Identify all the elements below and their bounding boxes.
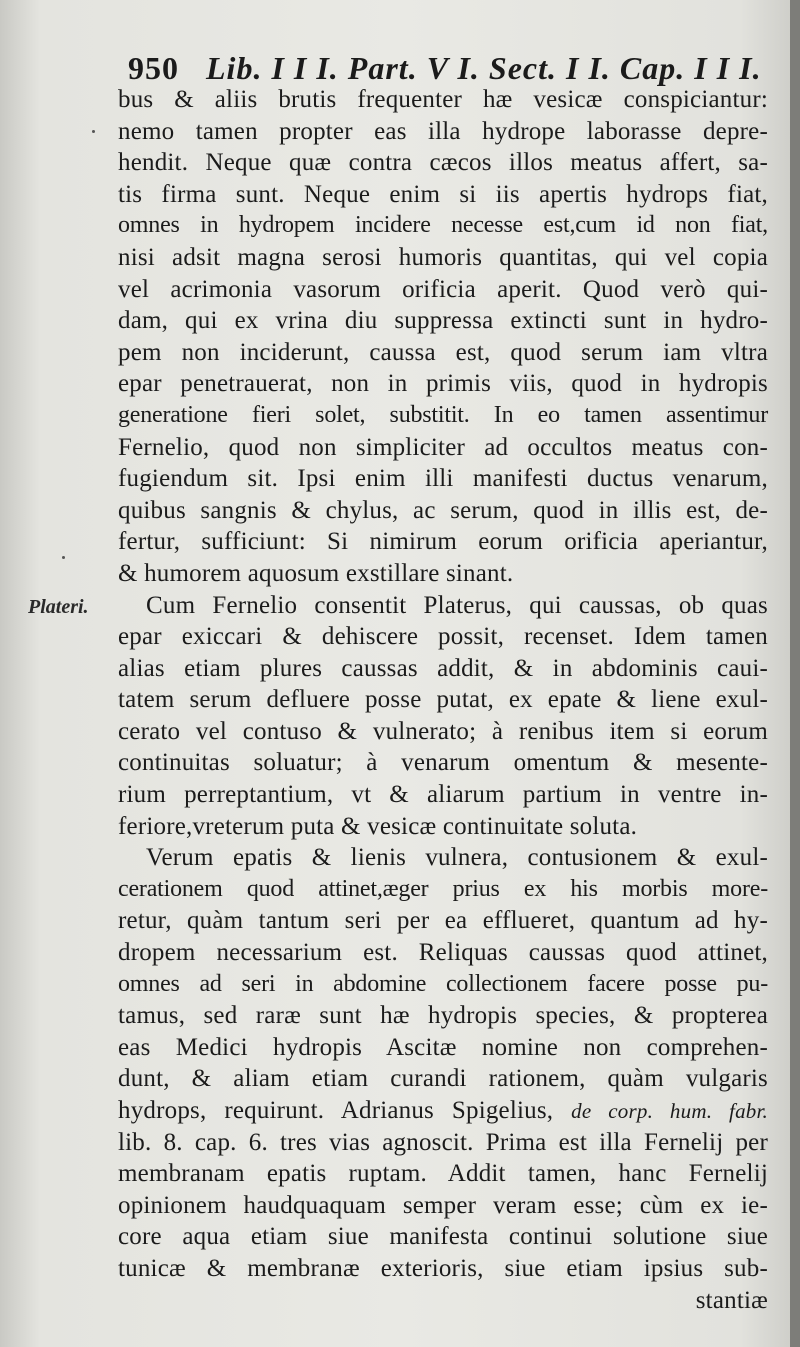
text-line: vel acrimonia vasorum orificia aperit. Quod verò qui- (118, 275, 768, 303)
text-line: fertur, sufficiunt: Si nimirum eorum orificia aperiantur, (118, 528, 768, 556)
citation-reference: de corp. hum. fabr. (571, 1099, 768, 1123)
text-line: dam, qui ex vrina diu suppressa extincti sunt in hydro- (118, 307, 768, 335)
text-line: nemo tamen propter eas illa hydrope laborasse depre- (118, 117, 768, 145)
text-line: tis firma sunt. Neque enim si iis apertis hydrops fiat, (118, 180, 768, 208)
text-line: Verum epatis & lienis vulnera, contusionem & exul- (146, 844, 768, 872)
text-line: tunicæ & membranæ exterioris, siue etiam ipsius sub- (118, 1254, 768, 1282)
text-line: retur, quàm tantum seri per ea efflueret, quantum ad hy- (118, 907, 768, 935)
text-line: rium perreptantium, vt & aliarum partium in ventre in- (118, 781, 768, 809)
text-line: fugiendum sit. Ipsi enim illi manifesti ductus venarum, (118, 465, 768, 493)
text-fragment: hydrops, requirunt. Adrianus Spigelius, (118, 1097, 554, 1124)
text-line: continuitas soluatur; à venarum omentum & mesente- (118, 749, 768, 777)
text-line: tatem serum defluere posse putat, ex epate & liene exul- (118, 686, 768, 714)
text-line-with-reference (118, 1095, 768, 1127)
ink-speck (92, 130, 95, 133)
text-line: hendit. Neque quæ contra cæcos illos meatus affert, sa- (118, 149, 768, 177)
text-line: dropem necessarium est. Reliquas caussas quod attinet, (118, 939, 768, 967)
running-title: Lib. I I I. Part. V I. Sect. I I. Cap. I I I. (206, 50, 762, 86)
text-line: omnes ad seri in abdomine collectionem facere posse pu- (118, 970, 768, 997)
text-line: generatione fieri solet, substitit. In eo tamen assentimur (118, 401, 768, 428)
text-line: cerato vel contuso & vulnerato; à renibus item si eorum (118, 717, 768, 745)
text-line: eas Medici hydropis Ascitæ nomine non comprehen- (118, 1033, 768, 1061)
text-line: opinionem haudquaquam semper veram esse; cùm ex ie- (118, 1191, 768, 1219)
text-line: feriore,vreterum puta & vesicæ continuitate soluta. (118, 812, 638, 840)
page-gutter-shadow (790, 0, 800, 1347)
body-text (118, 84, 768, 1316)
catchword: stantiæ (695, 1286, 768, 1314)
text-line: membranam epatis ruptam. Addit tamen, hanc Fernelij (118, 1160, 768, 1188)
text-line: quibus sangnis & chylus, ac serum, quod in illis est, de- (118, 496, 768, 524)
text-line: dunt, & aliam etiam curandi rationem, quàm vulgaris (118, 1065, 768, 1093)
text-line: tamus, sed raræ sunt hæ hydropis species, & propterea (118, 1002, 768, 1030)
text-line: & humorem aquosum exstillare sinant. (118, 559, 514, 587)
text-line: cerationem quod attinet,æger prius ex his morbis more- (118, 875, 768, 902)
text-line: Fernelio, quod non simpliciter ad occultos meatus con- (118, 433, 768, 461)
page-number: 950 (128, 50, 179, 86)
text-line: core aqua etiam siue manifesta continui solutione siue (118, 1223, 768, 1251)
text-line: epar penetrauerat, non in primis viis, quod in hydropis (118, 370, 768, 398)
margin-note: Plateri. (28, 596, 89, 618)
text-line: omnes in hydropem incidere necesse est,cum id non fiat, (118, 212, 768, 239)
text-line: lib. 8. cap. 6. tres vias agnoscit. Prima est illa Fernelij per (118, 1128, 768, 1156)
text-line: pem non inciderunt, caussa est, quod serum iam vltra (118, 338, 768, 366)
text-line: bus & aliis brutis frequenter hæ vesicæ conspiciantur: (118, 86, 768, 113)
text-line: Cum Fernelio consentit Platerus, qui caussas, ob quas (146, 591, 768, 619)
text-line: nisi adsit magna serosi humoris quantitas, qui vel copia (118, 243, 768, 271)
text-line: epar exiccari & dehiscere possit, recenset. Idem tamen (118, 623, 768, 651)
text-line: alias etiam plures caussas addit, & in abdominis caui- (118, 654, 768, 682)
ink-speck (62, 556, 65, 559)
